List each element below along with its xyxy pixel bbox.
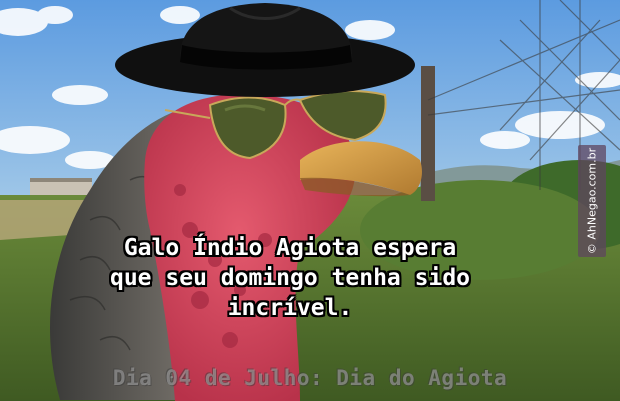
caption-line-3: incrível. <box>227 295 353 321</box>
bottom-subtitle: Dia 04 de Julho: Dia do Agiota <box>112 366 508 390</box>
site-watermark <box>578 145 606 257</box>
caption-line-2: que seu domingo tenha sido <box>109 265 471 291</box>
watermark-text: © AhNegao.com.br <box>585 147 599 255</box>
meme-caption <box>40 233 540 323</box>
caption-line-1: Galo Índio Agiota espera <box>123 235 457 261</box>
fence-post <box>421 66 435 201</box>
